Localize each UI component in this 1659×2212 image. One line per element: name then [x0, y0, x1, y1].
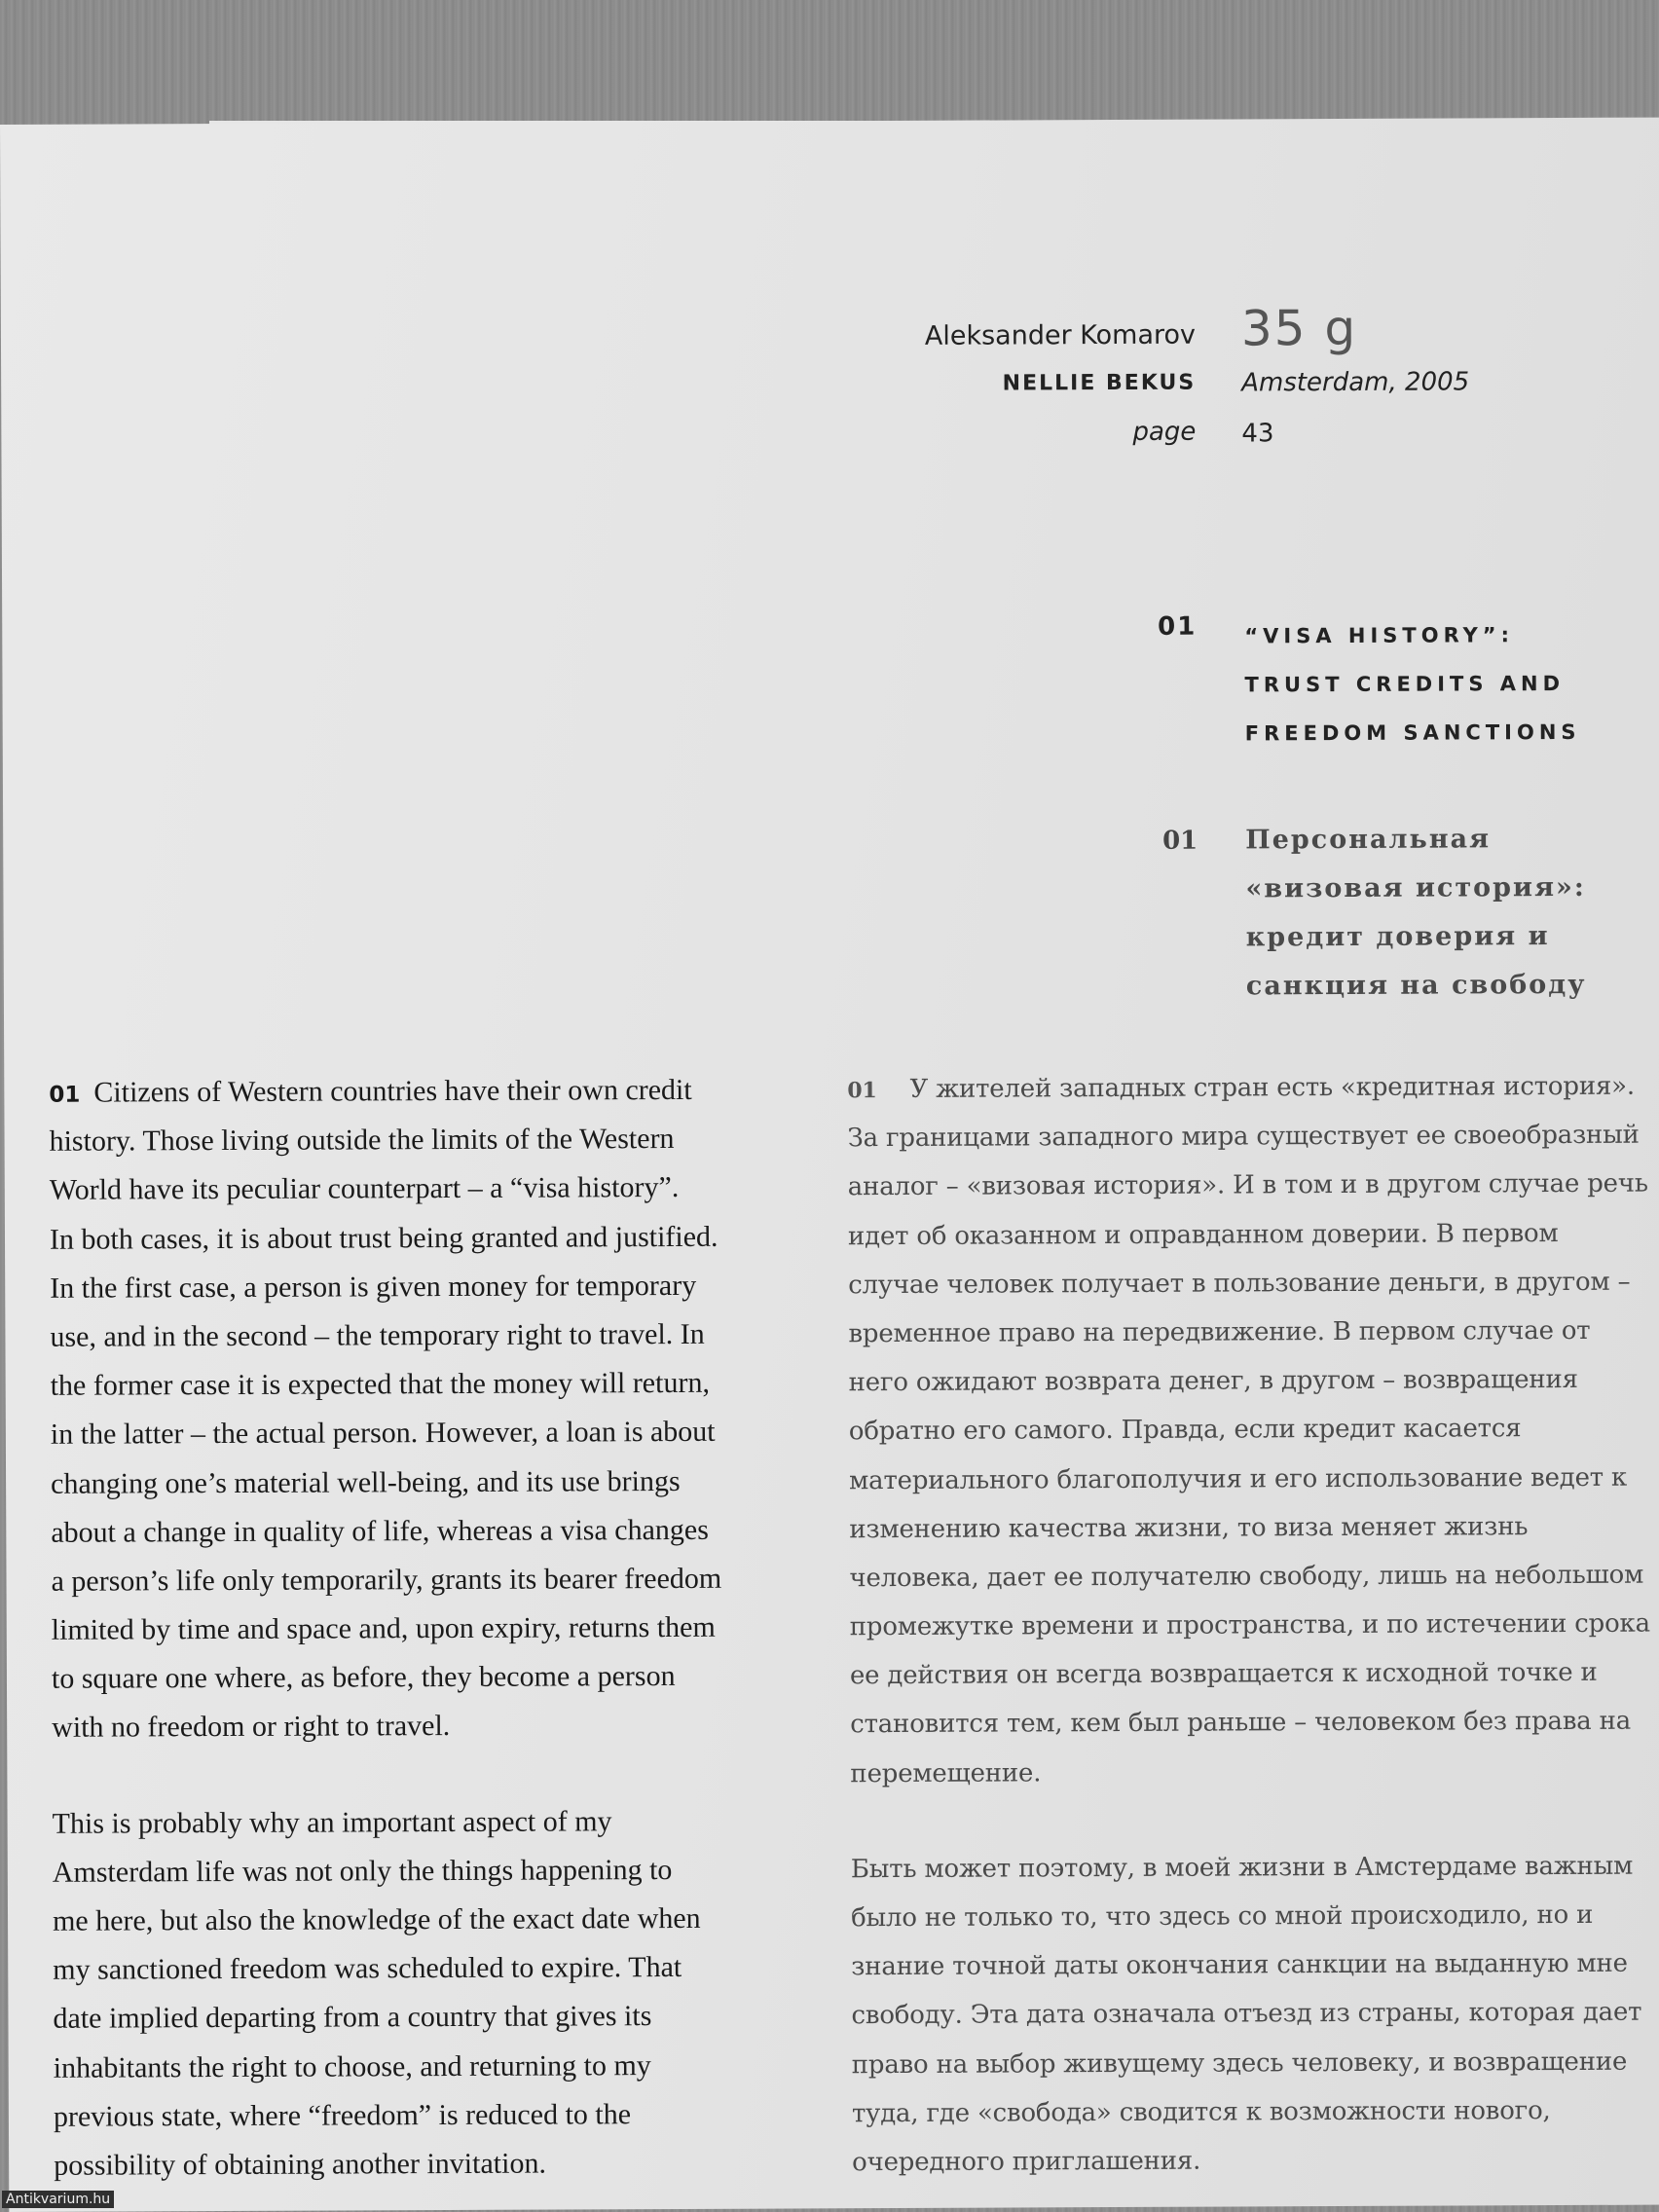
text-line: previous state, where “freedom” is reduced to the	[53, 2097, 632, 2133]
text-line: history. Those living outside the limits of the Western	[49, 1123, 675, 1158]
text-line: in the latter – the actual person. However, a loan is about	[50, 1416, 716, 1452]
page-number: 43	[1241, 419, 1274, 449]
text-line: очередного приглашения.	[852, 2146, 1201, 2178]
text-line: аналог – «визовая история». И в том и в другом случае речь	[847, 1168, 1648, 1202]
text-line: За границами западного мира существует ее своеобразный	[847, 1120, 1640, 1154]
text-line: Amsterdam life was not only the things happening to	[52, 1853, 673, 1889]
en-title-line: TRUST CREDITS AND	[1244, 671, 1566, 697]
text-line: право на выбор живущему здесь человеку, и возвращение	[851, 2046, 1628, 2080]
text-line: случае человек получает в пользование деньги, в другом –	[848, 1267, 1631, 1300]
english-column	[49, 1066, 724, 2191]
text-line: changing one’s material well-being, and its use brings	[51, 1464, 681, 1500]
place-year: Amsterdam, 2005	[1241, 367, 1470, 398]
ru-title-line: «визовая история»:	[1245, 871, 1586, 904]
text-line: 01 Citizens of Western countries have their own credit	[49, 1073, 692, 1109]
text-line: перемещение.	[850, 1757, 1042, 1788]
paragraph-gap	[52, 1750, 722, 1799]
ru-title-line: Персональная	[1245, 824, 1492, 856]
text-line: In both cases, it is about trust being granted and justified.	[49, 1220, 719, 1256]
text-line: 01 У жителей западных стран есть «кредитная история».	[847, 1071, 1635, 1104]
text-line: me here, but also the knowledge of the exact date when	[52, 1901, 701, 1937]
text-line: материального благополучия и его использование ведет к	[849, 1462, 1628, 1495]
text-line: date implied departing from a country that gives its	[53, 2000, 652, 2036]
text-line: изменению качества жизни, то виза меняет жизнь	[849, 1511, 1529, 1544]
text-line: about a change in quality of life, whereas a visa changes	[51, 1513, 709, 1549]
ru-section-number: 01	[1161, 826, 1198, 856]
paragraph-gap	[851, 1794, 1651, 1845]
paragraph-number: 01	[49, 1082, 81, 1108]
text-line: ее действия он всегда возвращается к исходной точке и	[849, 1658, 1598, 1691]
ru-title-line: кредит доверия и	[1245, 921, 1550, 953]
en-section-number: 01	[1158, 611, 1198, 642]
text-line: было не только то, что здесь со мной происходило, но и	[850, 1899, 1594, 1934]
paragraph-number: 01	[847, 1078, 877, 1104]
en-section-title	[1244, 610, 1580, 758]
text-line: a person’s life only temporarily, grants its bearer freedom	[51, 1562, 722, 1598]
text-line: Быть может поэтому, в моей жизни в Амстердаме важным	[850, 1851, 1634, 1885]
text-line: World have its peculiar counterpart – a “visa history”.	[49, 1171, 680, 1207]
text-line: него ожидают возврата денег, в другом – возвращения	[848, 1365, 1578, 1398]
text-line: промежутке времени и пространства, и по истечении срока	[849, 1608, 1650, 1642]
text-line: possibility of obtaining another invitation.	[54, 2147, 546, 2182]
en-title-line: “VISA HISTORY”:	[1244, 623, 1515, 648]
text-line: туда, где «свобода» сводится к возможности нового,	[851, 2095, 1551, 2128]
en-title-line: FREEDOM SANCTIONS	[1244, 719, 1581, 746]
text-line: This is probably why an important aspect of my	[52, 1804, 612, 1840]
text-line: the former case it is expected that the money will return,	[50, 1366, 710, 1402]
text-line: временное право на передвижение. В первом случае от	[848, 1315, 1591, 1349]
watermark: Antikvarium.hu	[2, 2191, 114, 2208]
text-line: limited by time and space and, upon expiry, returns them	[51, 1610, 716, 1646]
russian-column	[847, 1062, 1652, 2188]
text-line: идет об оказанном и оправданном доверии. В первом	[847, 1218, 1559, 1251]
issue-number: 35 g	[1240, 299, 1358, 357]
text-line: человека, дает ее получателю свободу, лишь на небольшом	[849, 1560, 1644, 1594]
editor-name: NELLIE BEKUS	[1002, 370, 1197, 396]
text-line: свободу. Эта дата означала отъезд из страны, которая дает	[851, 1998, 1642, 2031]
ru-section-title	[1245, 815, 1587, 1012]
text-line: inhabitants the right to choose, and returning to my	[53, 2048, 651, 2084]
text-line: use, and in the second – the temporary right to travel. In	[50, 1317, 705, 1353]
text-line: знание точной даты окончания санкции на выданную мне	[851, 1948, 1628, 1982]
text-line: my sanctioned freedom was scheduled to expire. That	[53, 1951, 682, 1986]
book-page	[0, 118, 1659, 2212]
text-line: with no freedom or right to travel.	[52, 1710, 451, 1745]
text-line: In the first case, a person is given money for temporary	[50, 1269, 697, 1305]
text-line: становится тем, кем был раньше – человеком без права на	[850, 1707, 1632, 1740]
ru-title-line: санкция на свободу	[1245, 969, 1587, 1002]
text-line: обратно его самого. Правда, если кредит касается	[848, 1414, 1522, 1447]
author-name: Aleksander Komarov	[924, 319, 1197, 351]
page-label: page	[1132, 417, 1197, 447]
text-line: to square one where, as before, they become a person	[51, 1660, 676, 1696]
